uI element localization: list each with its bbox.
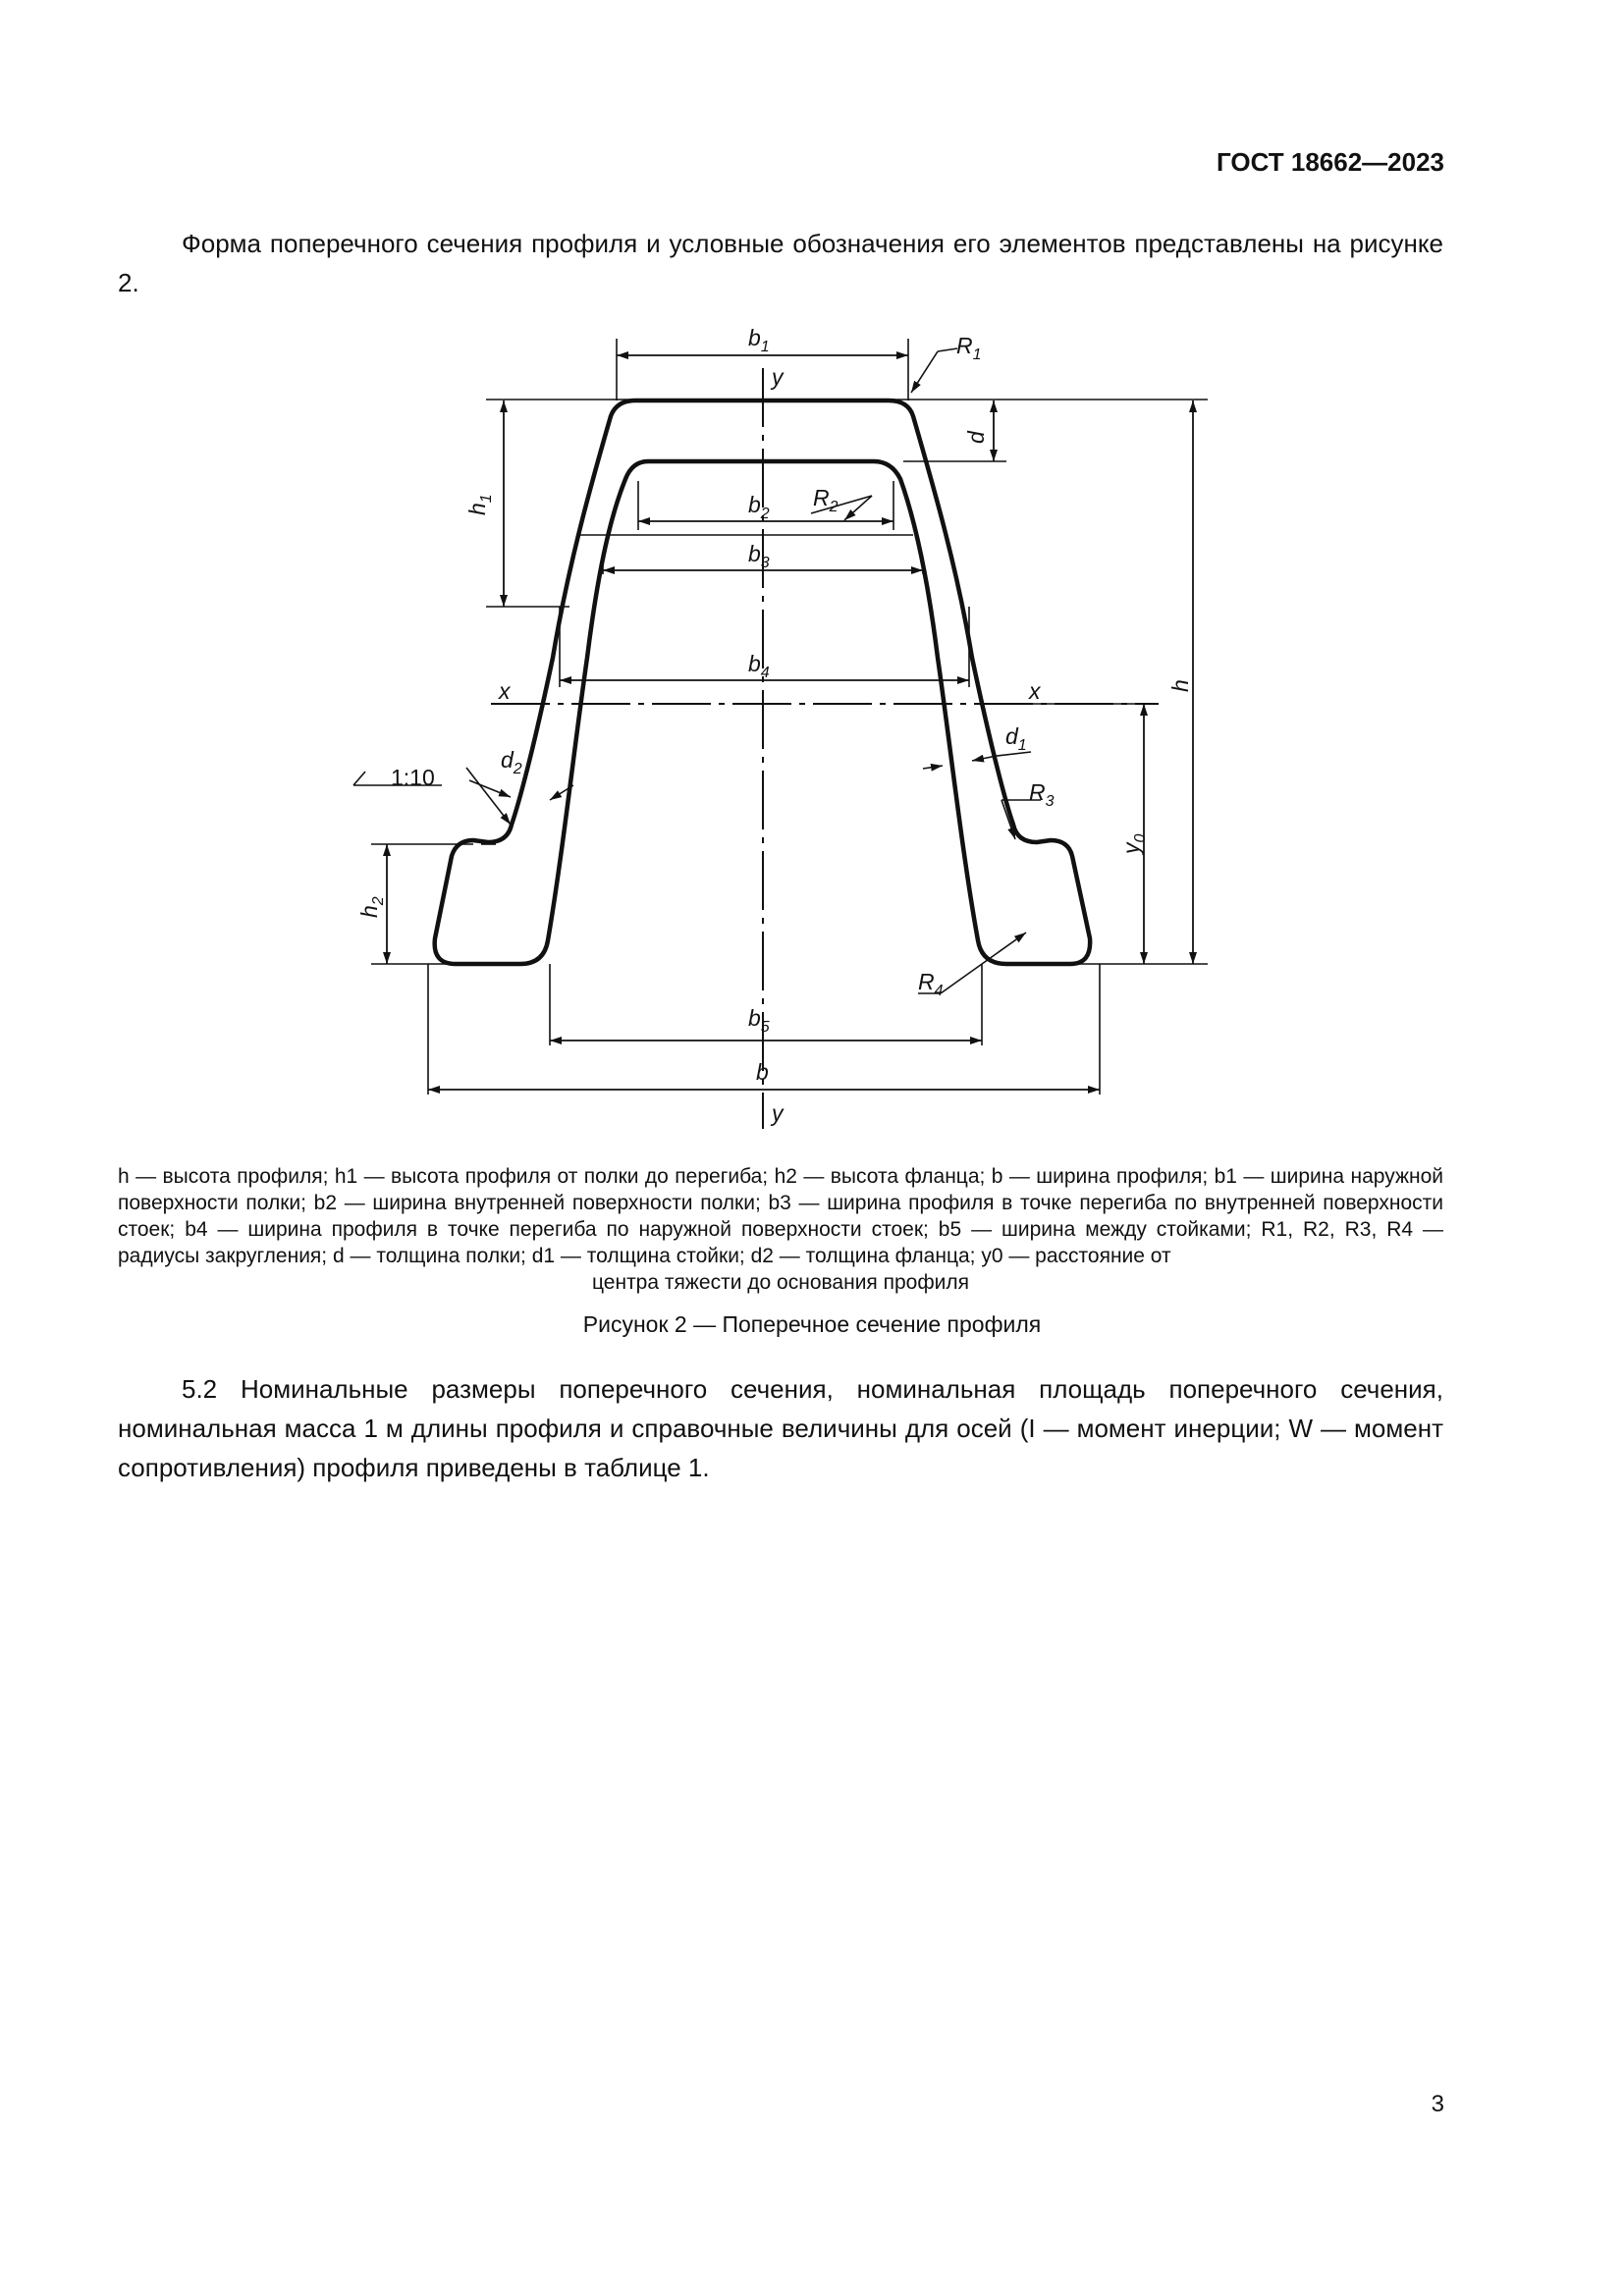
label-b4: $b_4$ bbox=[748, 651, 770, 681]
label-b1: $b_1$ bbox=[748, 325, 770, 355]
legend-line: поверхности стоек; b4 — ширина профиля в точке перегиба по наружной поверхности стоек; b5 — ширина между стойками; bbox=[118, 1192, 1443, 1241]
page-number: 3 bbox=[1431, 2091, 1444, 2117]
section-5-2-text: 5.2 Номинальные размеры поперечного сечения, номинальная площадь поперечного сечения, номинальная масса 1 м длины профиля и справочные величины для осей (I — момент инерции; W — момент сопротивления) профиля приведены в таблице 1. bbox=[118, 1374, 1443, 1482]
label-y-bottom: y bbox=[772, 1100, 784, 1126]
label-R1: $R_1$ bbox=[956, 333, 982, 363]
label-y-top: y bbox=[772, 364, 784, 390]
label-d2: $d_2$ bbox=[501, 747, 522, 777]
legend-line: центра тяжести до основания профиля bbox=[592, 1271, 969, 1294]
figure-caption: Рисунок 2 — Поперечное сечение профиля bbox=[582, 1311, 1042, 1337]
label-x-left: x bbox=[499, 678, 511, 704]
label-R2: $R_2$ bbox=[813, 485, 839, 515]
extension-lines bbox=[371, 339, 1208, 1095]
figure-legend bbox=[118, 1163, 1443, 1296]
label-y0: $y_0$ bbox=[1118, 833, 1149, 854]
label-R4: $R_4$ bbox=[918, 969, 944, 999]
label-slope: 1:10 bbox=[391, 765, 435, 790]
document-header: ГОСТ 18662—2023 bbox=[1217, 147, 1444, 177]
label-b3: $b_3$ bbox=[748, 541, 770, 571]
label-h1: $h_1$ bbox=[464, 494, 495, 515]
label-b2: $b_2$ bbox=[748, 492, 770, 522]
label-h: h bbox=[1167, 679, 1193, 692]
label-R3: $R_3$ bbox=[1029, 779, 1055, 810]
legend-line: h — высота профиля; h1 — высота профиля от полки до перегиба; h2 — высота фланца; b — ширина профиля; b1 — ширина bbox=[118, 1165, 1345, 1188]
legend-line: наружной поверхности полки; b2 — ширина внутренней поверхности полки; b3 — ширина профиля в точке перегиба по внутренней bbox=[118, 1165, 1443, 1214]
label-b5: $b_5$ bbox=[748, 1005, 770, 1036]
dimension-lines bbox=[387, 355, 1193, 1090]
intro-text: Форма поперечного сечения профиля и условные обозначения его элементов представлены на рисунке 2. bbox=[118, 229, 1443, 297]
label-x-right: x bbox=[1029, 678, 1041, 704]
label-d1: $d_1$ bbox=[1005, 723, 1027, 754]
figure-labels bbox=[356, 325, 1193, 1126]
section-5-2-paragraph bbox=[118, 1369, 1443, 1487]
label-d: d bbox=[963, 431, 989, 444]
label-b: b bbox=[756, 1059, 769, 1085]
label-h2: $h_2$ bbox=[356, 896, 387, 918]
legend-line: R1, R2, R3, R4 — радиусы закругления; d — толщина полки; d1 — толщина стойки; d2 — толщина фланца; y0 — расстояние от bbox=[118, 1218, 1443, 1267]
